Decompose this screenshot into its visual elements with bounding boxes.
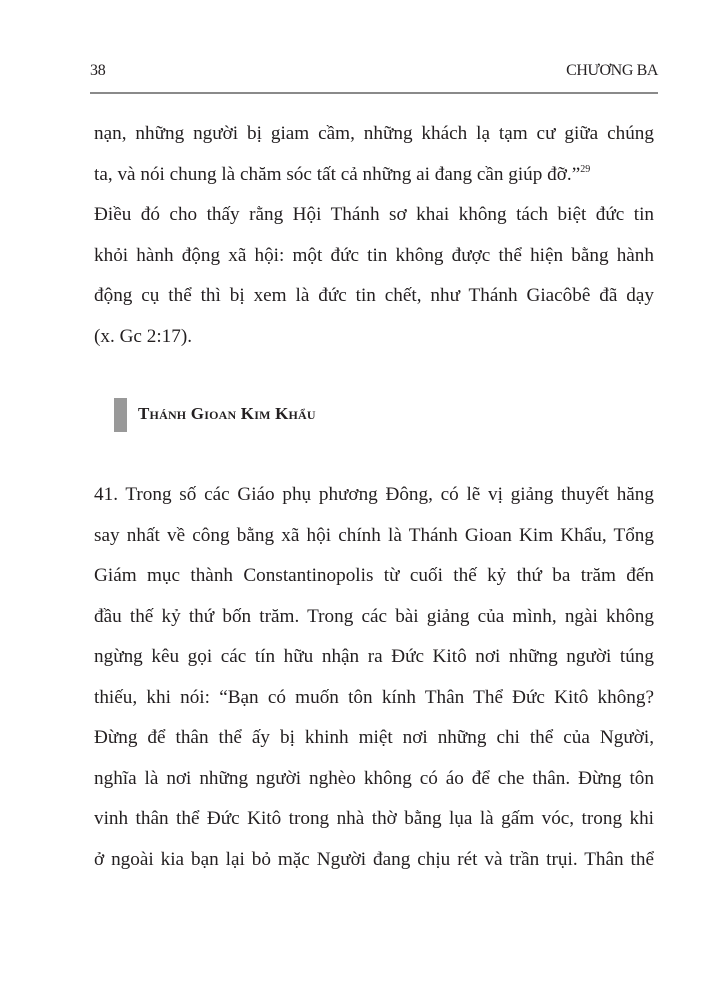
text-line: (x. Gc 2:17). [94,325,193,347]
text-line: nạn, những người bị giam cầm, những khách lạ tạm cư giữa chúng [94,123,654,144]
running-header [90,62,658,82]
text-line: 41. Trong số các Giáo phụ phương Đông, có lẽ vị giảng thuyết hăng [94,484,654,505]
text-line: nghĩa là nơi những người nghèo không có áo để che thân. Đừng tôn [94,767,654,789]
text-line: khỏi hành động xã hội: một đức tin không được thể hiện bằng hành [94,244,654,266]
text-line [94,155,654,196]
chapter-title: CHƯƠNG BA [566,62,658,79]
text-line: say nhất về công bằng xã hội chính là Thánh Gioan Kim Khẩu, Tổng [94,524,654,546]
text-line: ngừng kêu gọi các tín hữu nhận ra Đức Kitô nơi những người túng [94,646,654,667]
text-line: Điều đó cho thấy rằng Hội Thánh sơ khai không tách biệt đức tin [94,204,654,225]
text-line: đầu thế kỷ thứ bốn trăm. Trong các bài giảng của mình, ngài không [94,605,654,627]
paragraph-2 [94,475,654,880]
header-rule [90,92,658,94]
text-line: Đừng để thân thể ấy bị khinh miệt nơi những chi thể của Người, [94,727,654,748]
heading-bar-marker [114,398,127,432]
text-line: động cụ thể thì bị xem là đức tin chết, như Thánh Giacôbê đã dạy [94,285,654,306]
text-line-content: ta, và nói chung là chăm sóc tất cả những ai đang cần giúp đỡ.” [94,163,581,185]
text-line: Giám mục thành Constantinopolis từ cuối thế kỷ thứ ba trăm đến [94,565,654,586]
page-number: 38 [90,62,106,79]
paragraph-1 [94,114,654,357]
section-heading-title: Thánh Gioan Kim Khẩu [138,404,316,423]
footnote-marker: 29 [580,163,591,175]
text-line: ở ngoài kia bạn lại bỏ mặc Người đang chịu rét và trần trụi. Thân thể [94,848,654,870]
text-line: vinh thân thể Đức Kitô trong nhà thờ bằng lụa là gấm vóc, trong khi [94,808,654,829]
text-line: thiếu, khi nói: “Bạn có muốn tôn kính Thân Thể Đức Kitô không? [94,686,654,708]
